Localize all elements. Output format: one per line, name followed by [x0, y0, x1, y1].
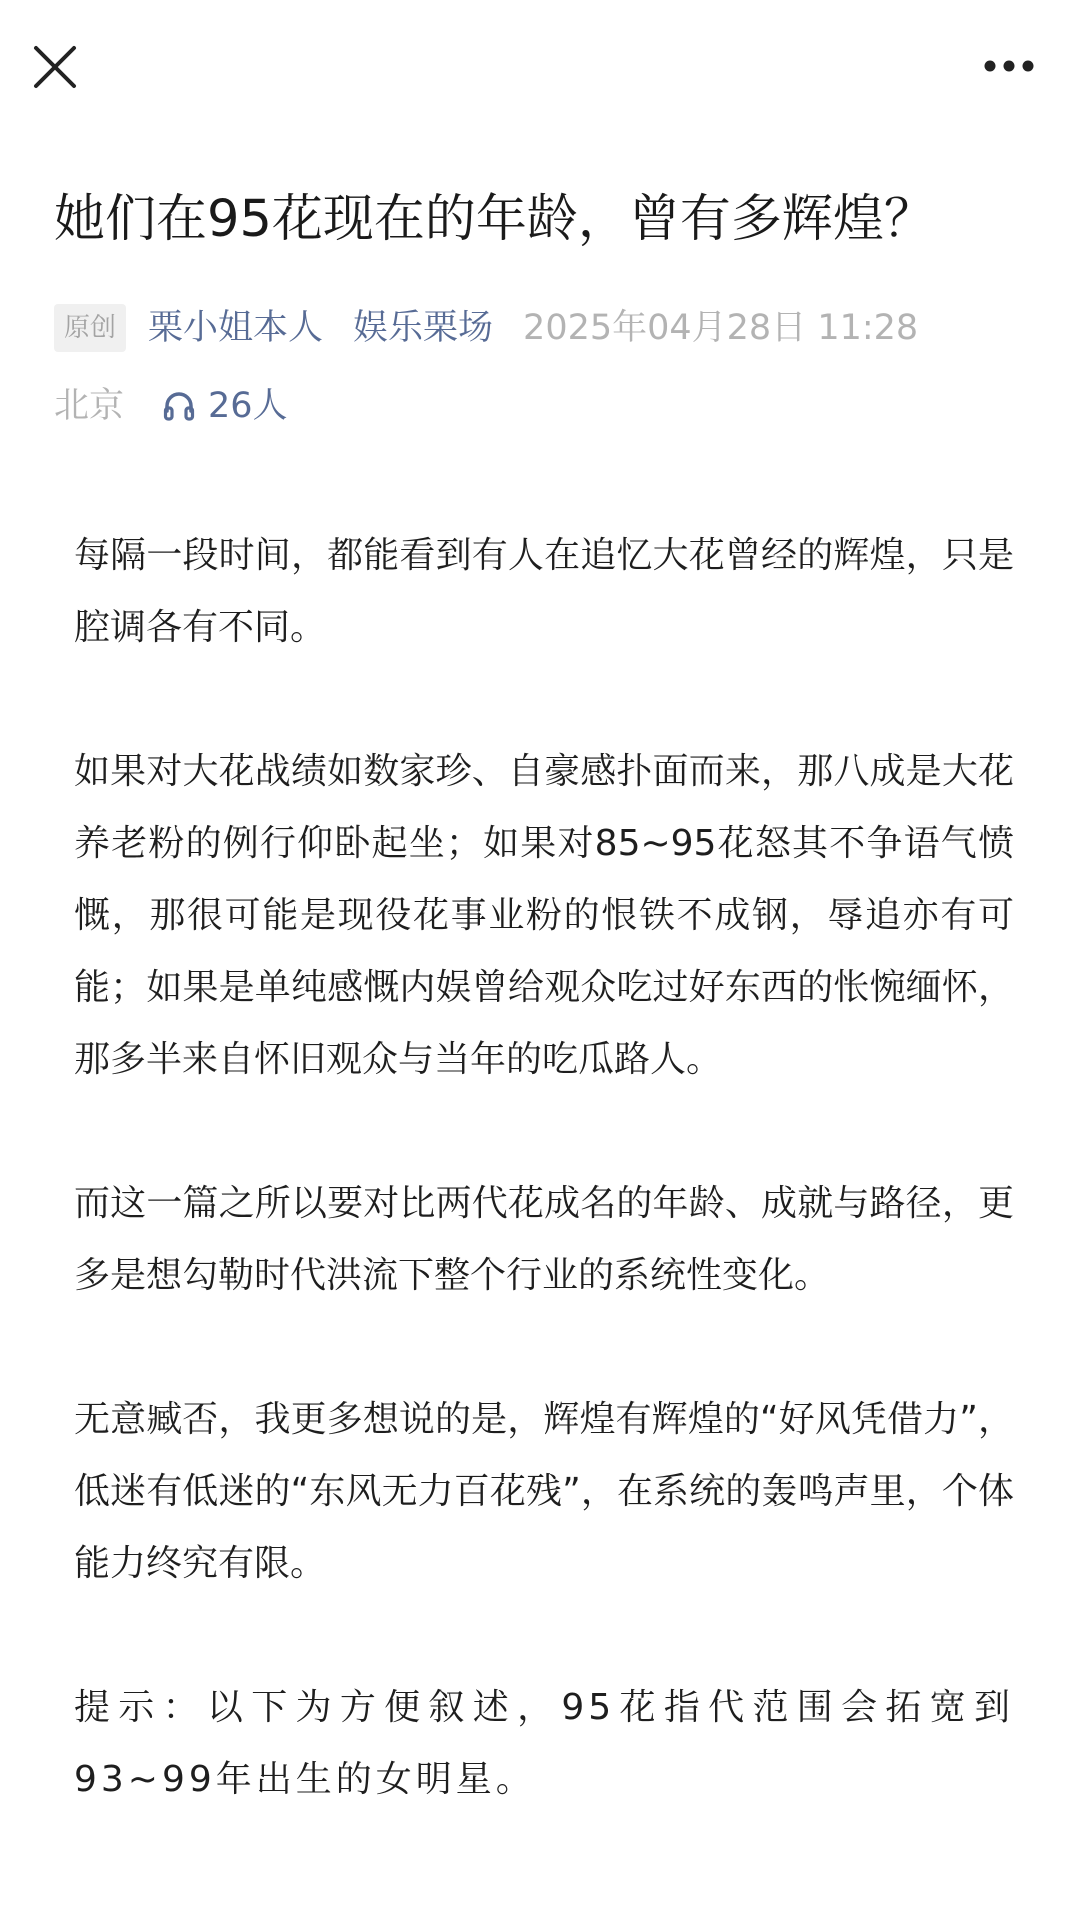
more-options-button[interactable]: [974, 40, 1044, 96]
paragraph: 每隔一段时间，都能看到有人在追忆大花曾经的辉煌，只是腔调各有不同。: [74, 535, 1014, 648]
more-icon: [974, 40, 1044, 96]
headphones-icon: [162, 389, 196, 423]
meta-row-primary: [54, 298, 1044, 358]
paragraph: 如果对大花战绩如数家珍、自豪感扑面而来，那八成是大花养老粉的例行仰卧起坐；如果对85~95花怒其不争语气愤慨，那很可能是现役花事业粉的恨铁不成钢，辱追亦有可能；如果是单纯感慨内娱曾给观众吃过好东西的怅惋缅怀，那多半来自怀旧观众与当年的吃瓜路人。: [74, 751, 1014, 1080]
listen-count[interactable]: [162, 376, 288, 436]
author-link[interactable]: 栗小姐本人: [148, 308, 324, 348]
location: 北京: [54, 386, 125, 426]
paragraph: 无意臧否，我更多想说的是，辉煌有辉煌的“好风凭借力”，低迷有低迷的“东风无力百花残”，在系统的轰鸣声里，个体能力终究有限。: [74, 1399, 1014, 1584]
article-meta: [54, 298, 1044, 436]
close-icon: [28, 40, 84, 96]
original-badge: 原创: [54, 304, 126, 352]
listen-count-text: 26人: [208, 386, 288, 426]
publish-datetime: 2025年04月28日 11:28: [523, 308, 919, 348]
close-button[interactable]: [28, 40, 84, 96]
account-link[interactable]: 娱乐栗场: [353, 308, 494, 348]
meta-row-secondary: [54, 376, 1044, 436]
article-body: [74, 520, 1014, 1816]
article-title: 她们在95花现在的年龄，曾有多辉煌？: [54, 190, 935, 249]
paragraph-tip: 提示：以下为方便叙述，95花指代范围会拓宽到93~99年出生的女明星。: [74, 1687, 1014, 1800]
paragraph: 而这一篇之所以要对比两代花成名的年龄、成就与路径，更多是想勾勒时代洪流下整个行业的系统性变化。: [74, 1183, 1014, 1296]
top-bar: [0, 0, 1080, 140]
